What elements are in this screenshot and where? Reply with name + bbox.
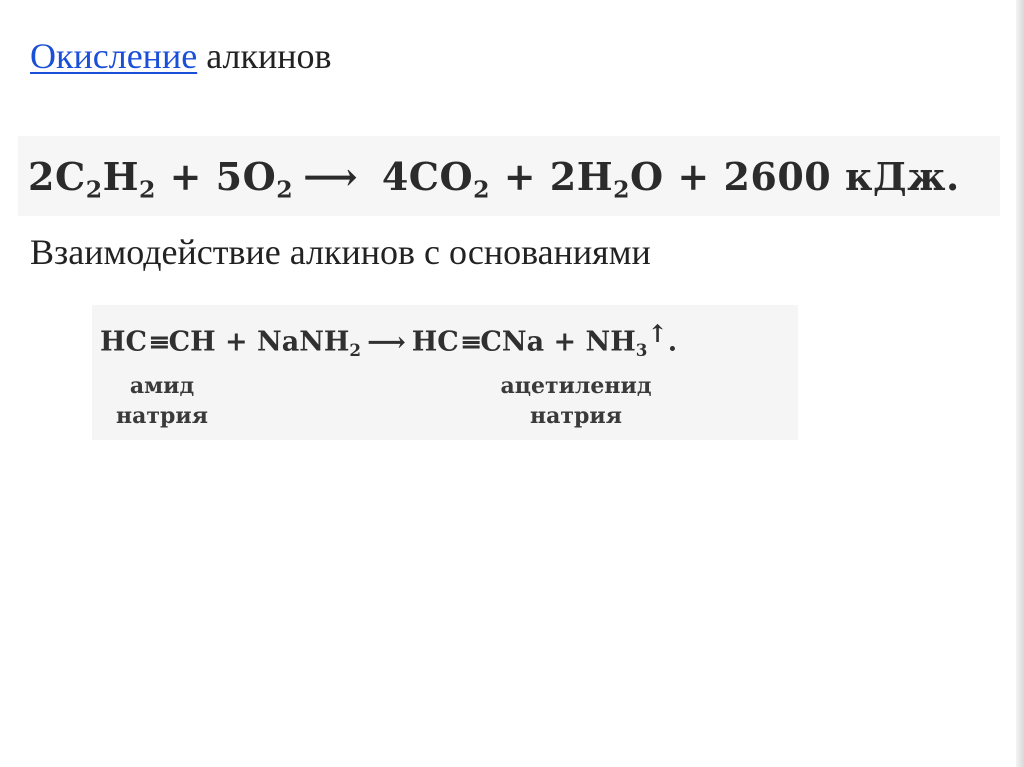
- reaction-arrow-icon: ⟶: [367, 326, 406, 358]
- triple-bond-icon: ≡: [148, 326, 168, 358]
- caption-sodium-amide: амид натрия: [116, 373, 208, 429]
- title-rest: алкинов: [197, 36, 332, 76]
- acetylene-sodamide-equation: HC≡CH + NaNH$_2$ ⟶ $HC\equiv CNa + NH_3↑$.: [100, 319, 678, 360]
- triple-bond-icon: ≡: [459, 326, 480, 358]
- slide-edge-shadow: [1016, 0, 1024, 767]
- gas-release-arrow-icon: ↑: [647, 319, 668, 348]
- combustion-equation: $2C_2H_2 + 5O_2$ ⟶ $4CO_2 + 2H_2O + 2600$ кДж.: [28, 153, 960, 204]
- combustion-equation-image: [18, 136, 1000, 216]
- reaction-arrow-icon: ⟶: [303, 153, 359, 199]
- caption-sodium-acetylide: ацетиленид натрия: [500, 373, 652, 429]
- section-heading: Взаимодействие алкинов с основаниями: [30, 232, 651, 272]
- slide-title: [30, 34, 331, 78]
- oxidation-link[interactable]: Окисление: [30, 36, 198, 76]
- base-reaction-image: [92, 305, 798, 440]
